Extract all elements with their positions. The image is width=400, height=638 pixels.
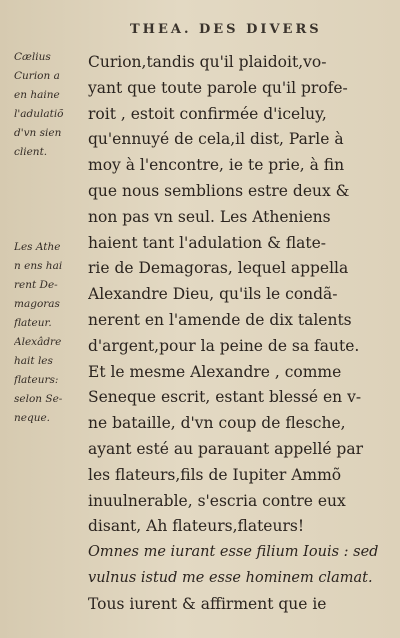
margin-note-line (14, 162, 94, 181)
text-line: Et le mesme Alexandre , comme (88, 362, 342, 381)
text-line: Curion,tandis qu'il plaidoit,vo- (88, 53, 327, 71)
margin-note-line: hait les (14, 355, 53, 367)
margin-notes (14, 48, 94, 428)
text-line: yant que toute parole qu'il profe- (88, 78, 348, 97)
margin-note-line: flateur. (14, 317, 52, 329)
text-line: roit , estoit confirmée d'iceluy, (88, 104, 327, 123)
text-line: Alexandre Dieu, qu'ils le condã- (88, 285, 338, 304)
margin-note-line: rent De- (14, 279, 58, 291)
margin-note-line: Alexâdre (14, 336, 62, 348)
text-line: moy à l'encontre, ie te prie, à fin (88, 156, 345, 175)
text-line: haient tant l'adulation & flate- (88, 233, 327, 252)
text-line: ne bataille, d'vn coup de flesche, (88, 414, 346, 433)
text-line: nerent en l'amende de dix talents (88, 310, 352, 329)
latin-quote-line: Omnes me iurant esse filium Iouis : sed (88, 544, 379, 561)
margin-note-line: en haine (14, 89, 60, 101)
text-line: que nous semblions estre deux & (88, 181, 350, 200)
text-line: inuulnerable, s'escria contre eux (88, 491, 346, 510)
margin-note-line: magoras (14, 298, 60, 310)
margin-note-line (14, 181, 94, 200)
text-line: disant, Ah flateurs,flateurs! (88, 517, 305, 536)
text-line: Tous iurent & affirment que ie (88, 594, 327, 613)
margin-note-line: selon Se- (14, 393, 63, 405)
margin-note-line (14, 200, 94, 219)
margin-note-line: l'adulatiõ (14, 108, 64, 120)
margin-note-line: d'vn sien (14, 127, 62, 139)
text-line: d'argent,pour la peine de sa faute. (88, 336, 360, 355)
margin-note-line (14, 219, 94, 238)
body-text (88, 50, 388, 618)
running-head: THEA. DES DIVERS (130, 22, 322, 37)
margin-note-line: n ens hai (14, 260, 63, 272)
margin-note-line: Cælius (14, 51, 51, 63)
margin-note-line: flateurs: (14, 374, 59, 386)
text-line: Seneque escrit, estant blessé en v- (88, 388, 362, 407)
margin-note-line: neque. (14, 412, 51, 424)
margin-note-line: Les Athe (14, 241, 61, 253)
text-line: les flateurs,fils de Iupiter Ammõ (88, 465, 342, 484)
text-line: ayant esté au parauant appellé par (88, 439, 364, 458)
text-line: non pas vn seul. Les Atheniens (88, 207, 331, 226)
margin-note-line: Curion a (14, 70, 60, 82)
text-line: rie de Demagoras, lequel appella (88, 259, 349, 278)
latin-quote-line: vulnus istud me esse hominem clamat. (88, 569, 373, 586)
text-line: qu'ennuyé de cela,il dist, Parle à (88, 130, 344, 149)
margin-note-line: client. (14, 146, 48, 158)
